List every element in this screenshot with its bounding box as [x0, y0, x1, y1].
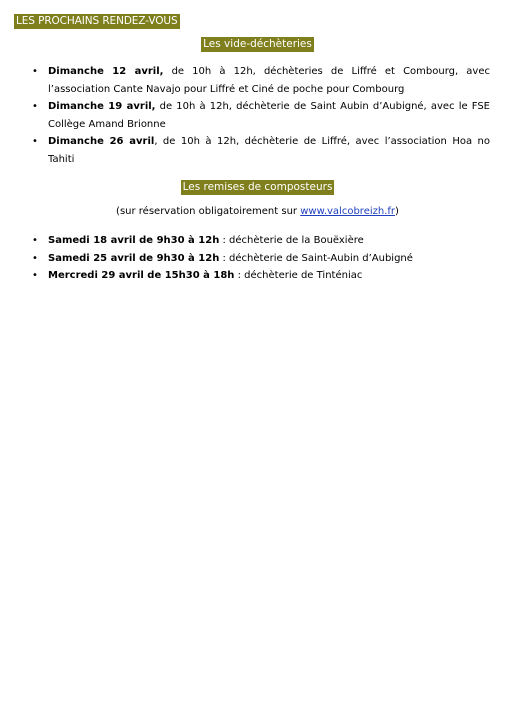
section-title-vide-decheteries-text: Les vide-déchèteries — [203, 38, 312, 50]
list-item — [32, 250, 490, 268]
bullet-icon: • — [32, 101, 38, 112]
event-date: Dimanche 26 avril — [48, 136, 155, 147]
reservation-prefix: (sur réservation obligatoirement sur — [116, 206, 301, 217]
reservation-suffix: ) — [395, 206, 399, 217]
event-date: Samedi 18 avril de 9h30 à 12h — [48, 235, 220, 246]
main-title — [14, 9, 180, 28]
reservation-note — [0, 206, 515, 217]
event-date: Samedi 25 avril de 9h30 à 12h — [48, 252, 220, 264]
list-item — [32, 133, 490, 168]
list-item — [32, 98, 490, 133]
valcobreizh-link[interactable]: www.valcobreizh.fr — [300, 206, 396, 217]
bullet-icon: • — [32, 235, 38, 246]
event-details: , de 10h à 12h, déchèterie de Liffré, avec l’association Hoa no Tahiti — [48, 136, 490, 165]
event-details: : déchèterie de Tinténiac — [234, 270, 363, 281]
bullet-icon: • — [32, 136, 38, 147]
list-item — [32, 63, 490, 98]
main-title-text: LES PROCHAINS RENDEZ-VOUS — [16, 15, 178, 27]
event-details: de 10h à 12h, déchèteries de Liffré et Combourg, avec l’association Cante Navajo pour Liffré et Ciné de poche pour Combourg — [48, 66, 490, 95]
list-item — [32, 267, 490, 285]
section-title-composteurs — [0, 180, 515, 195]
event-date: Dimanche 12 avril, — [48, 66, 164, 77]
event-date: Dimanche 19 avril, — [48, 101, 156, 112]
event-details: : déchèterie de la Bouëxière — [219, 235, 364, 246]
event-details: de 10h à 12h, déchèterie de Saint Aubin d’Aubigné, avec le FSE Collège Amand Brionne — [48, 101, 491, 130]
section-title-vide-decheteries — [0, 37, 515, 52]
bullet-icon: • — [32, 66, 38, 77]
bullet-icon: • — [32, 270, 38, 281]
section-title-composteurs-text: Les remises de composteurs — [182, 181, 333, 193]
event-details: : déchèterie de Saint-Aubin d’Aubigné — [219, 252, 413, 264]
vide-decheteries-list — [32, 63, 490, 168]
composteurs-list — [32, 232, 490, 285]
list-item — [32, 232, 490, 250]
bullet-icon: • — [32, 252, 38, 264]
event-date: Mercredi 29 avril de 15h30 à 18h — [48, 270, 235, 281]
